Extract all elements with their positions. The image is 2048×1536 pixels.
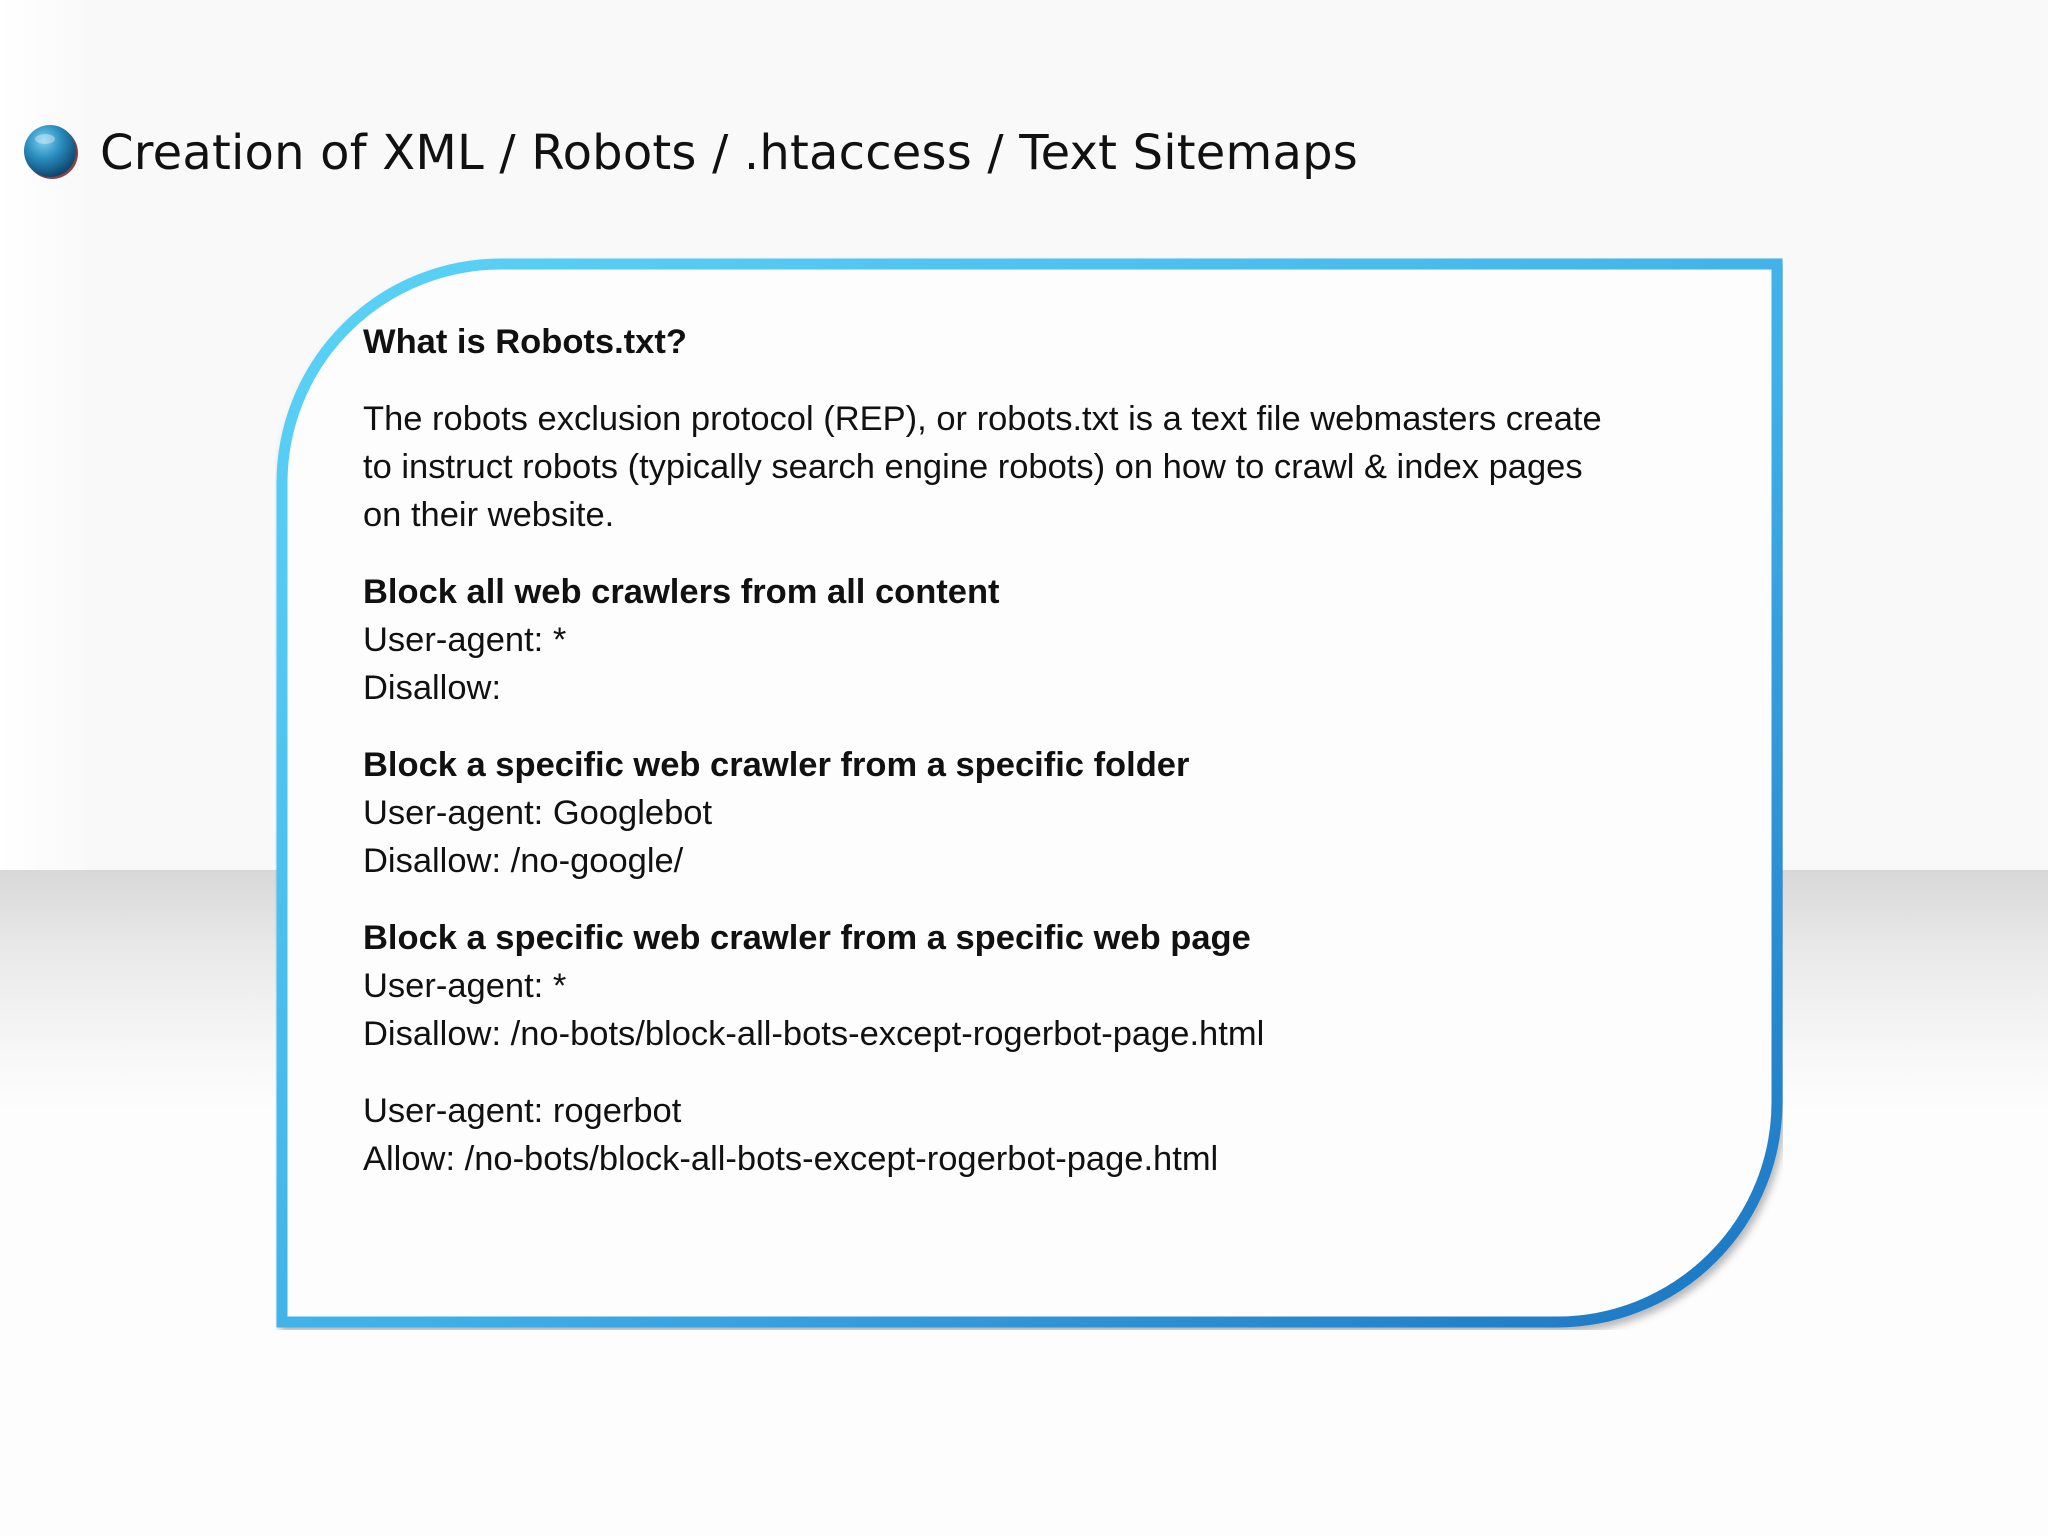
intro-line: on their website.: [363, 496, 615, 534]
intro-line: to instruct robots (typically search engine robots) on how to crawl & index pages: [363, 448, 1583, 486]
directive-line: User-agent: rogerbot: [363, 1092, 682, 1130]
intro-line: The robots exclusion protocol (REP), or robots.txt is a text file webmasters create: [363, 400, 1602, 438]
page-title: Creation of XML / Robots / .htaccess / Text Sitemaps: [100, 125, 1358, 181]
box-heading: What is Robots.txt?: [363, 323, 687, 361]
blue-sphere-icon: [23, 124, 79, 180]
directive-line: Allow: /no-bots/block-all-bots-except-rogerbot-page.html: [363, 1140, 1219, 1178]
directive-line: Disallow: /no-bots/block-all-bots-except-rogerbot-page.html: [363, 1015, 1265, 1053]
directive-line: User-agent: Googlebot: [363, 794, 713, 832]
directive-line: Disallow:: [363, 669, 502, 707]
spacer: [363, 366, 1723, 395]
content-box-text: [363, 318, 1723, 1183]
spacer: [363, 712, 1723, 741]
directive-line: User-agent: *: [363, 621, 567, 659]
section-heading: Block all web crawlers from all content: [363, 573, 1000, 611]
directive-line: User-agent: *: [363, 967, 567, 1005]
spacer: [363, 1058, 1723, 1087]
directive-line: Disallow: /no-google/: [363, 842, 684, 880]
section-heading: Block a specific web crawler from a specific folder: [363, 746, 1190, 784]
section-heading: Block a specific web crawler from a specific web page: [363, 919, 1251, 957]
spacer: [363, 539, 1723, 568]
spacer: [363, 885, 1723, 914]
